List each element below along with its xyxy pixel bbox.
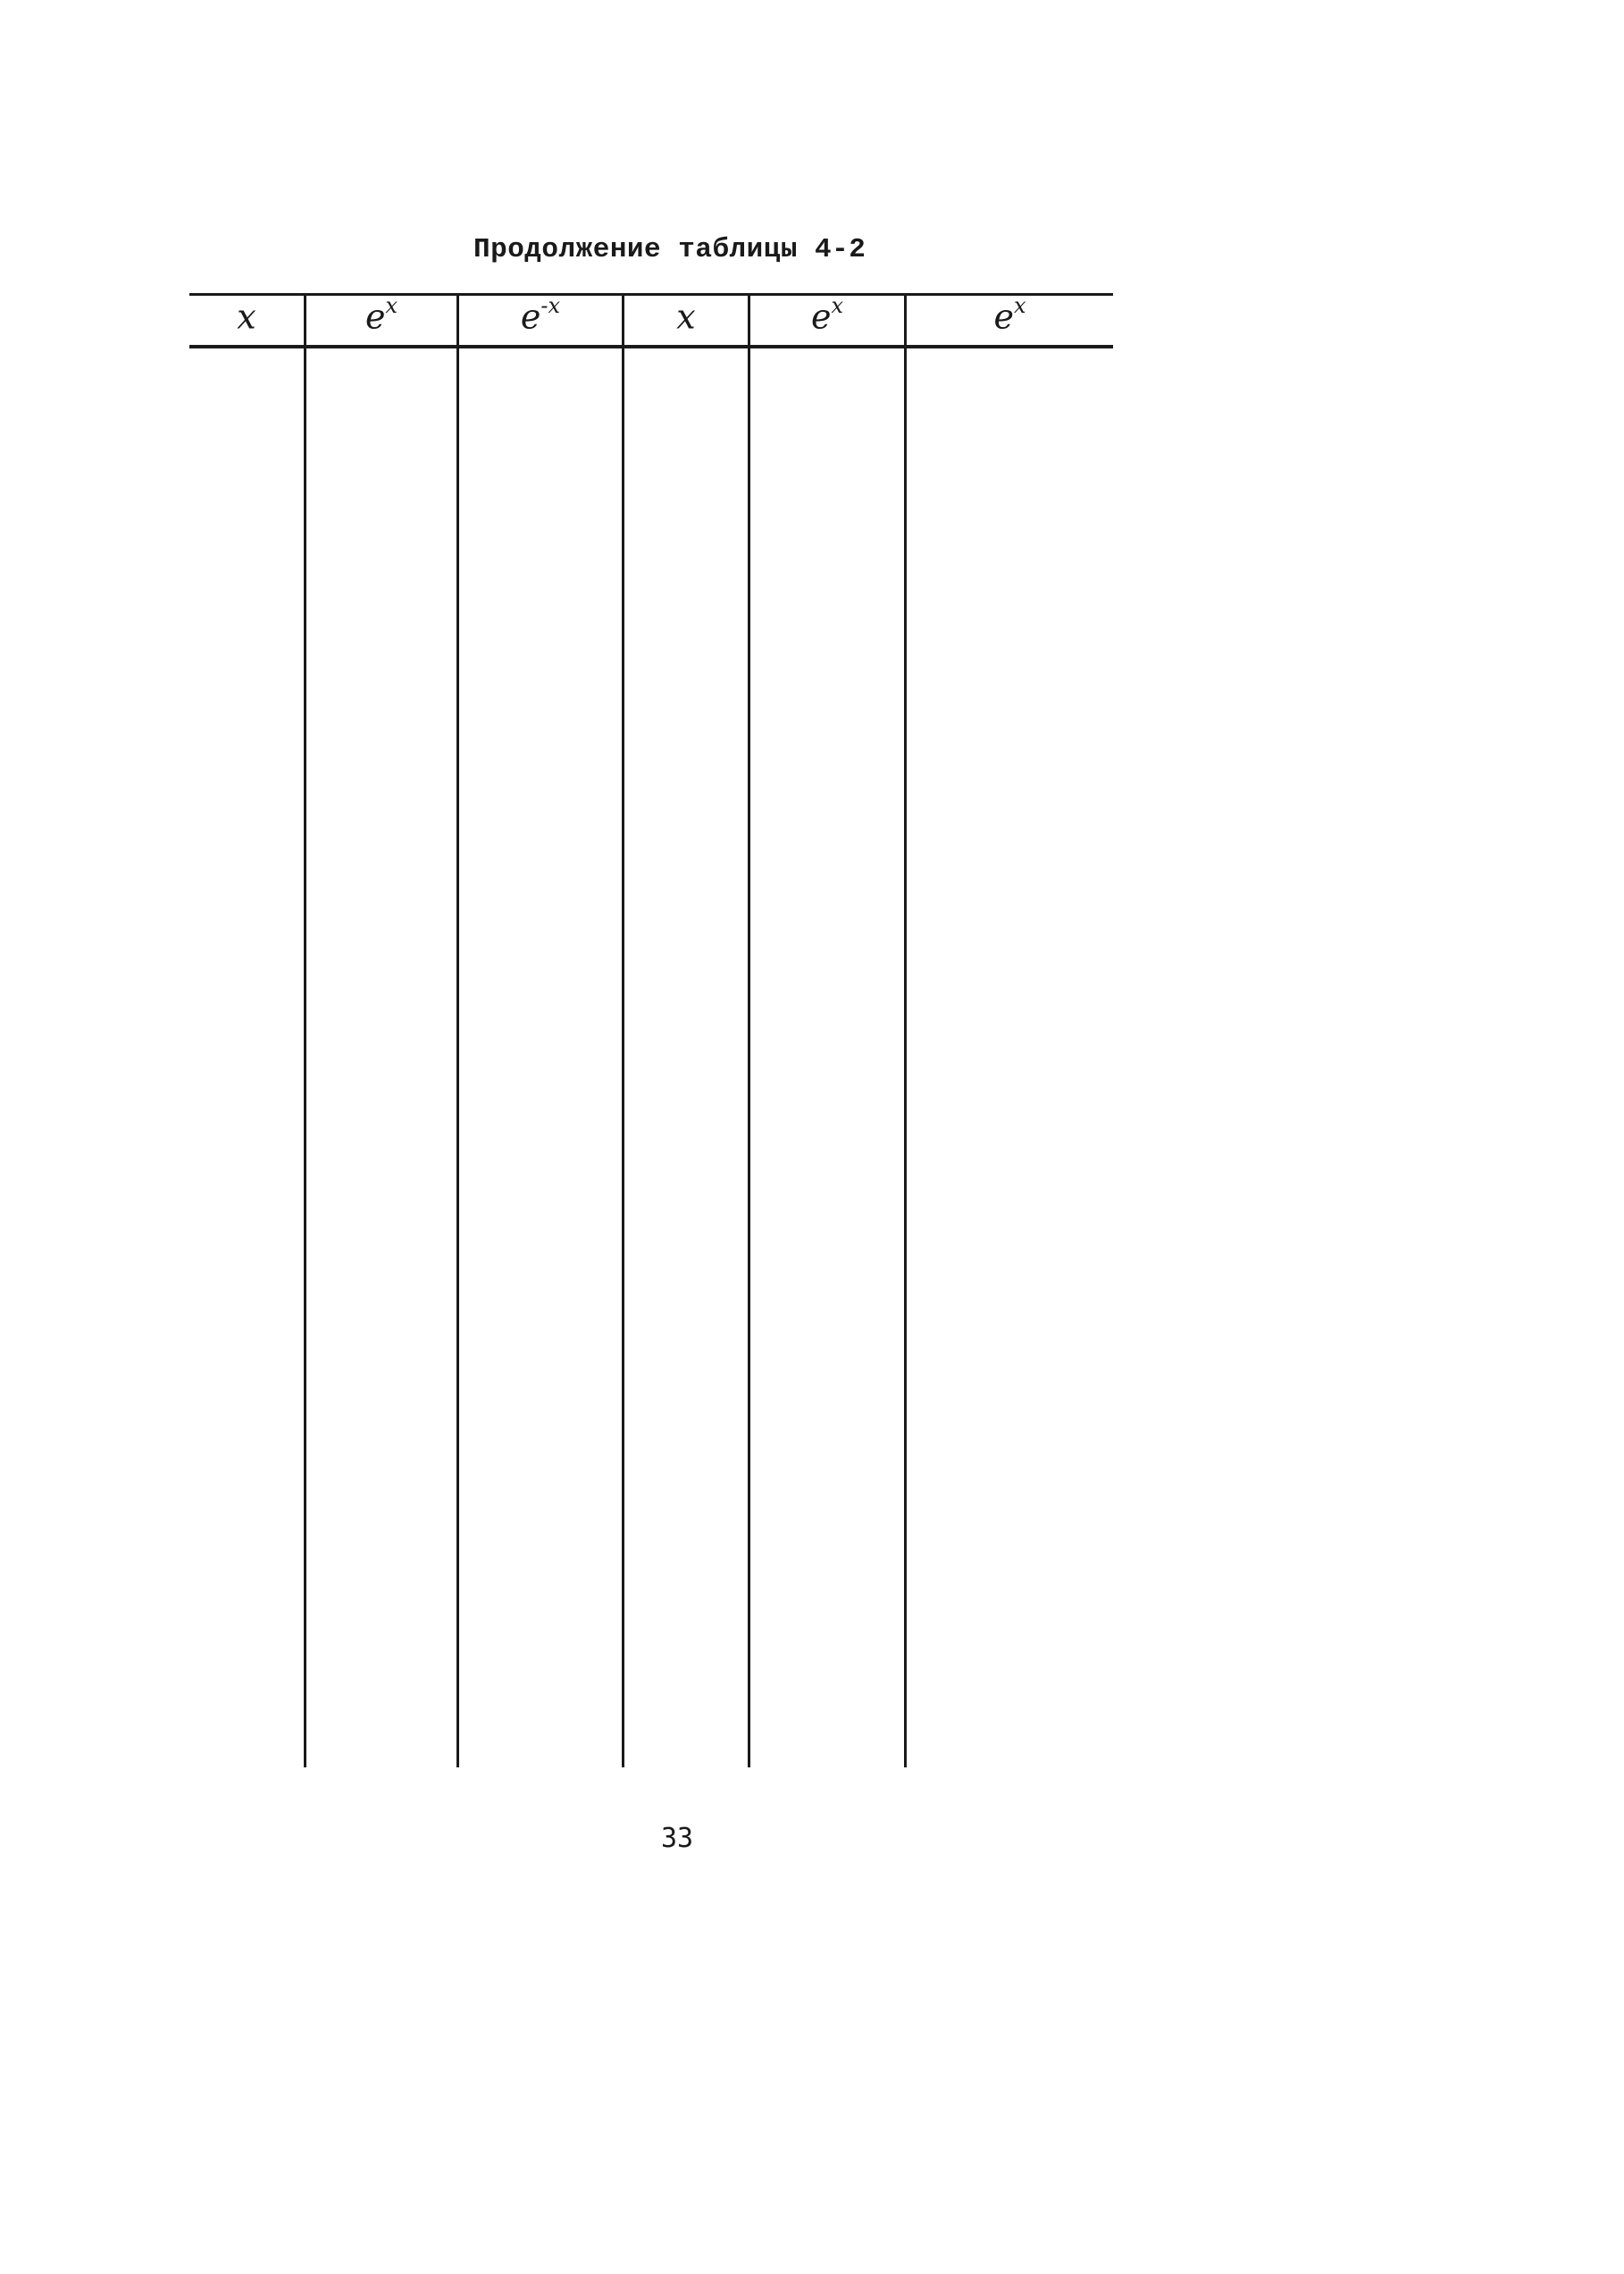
column-divider <box>622 293 624 1767</box>
top-rule <box>189 293 1113 296</box>
column-divider <box>904 293 907 1767</box>
header-rule <box>189 345 1113 348</box>
header-x-1: x <box>237 297 256 337</box>
column-divider <box>456 293 459 1767</box>
page-number: 33 <box>661 1823 694 1854</box>
table-title: Продолжение таблицы 4-2 <box>473 234 866 265</box>
header-e-minus-x-2: $e^x$ <box>993 293 1026 337</box>
header-x-2: x <box>676 297 696 337</box>
column-divider <box>304 293 306 1767</box>
header-e-minus-x-1: $e^{-x}$ <box>520 293 561 337</box>
header-ex-2: $e^x$ <box>810 293 844 337</box>
header-ex-1: $e^x$ <box>364 293 398 337</box>
column-divider <box>748 293 750 1767</box>
